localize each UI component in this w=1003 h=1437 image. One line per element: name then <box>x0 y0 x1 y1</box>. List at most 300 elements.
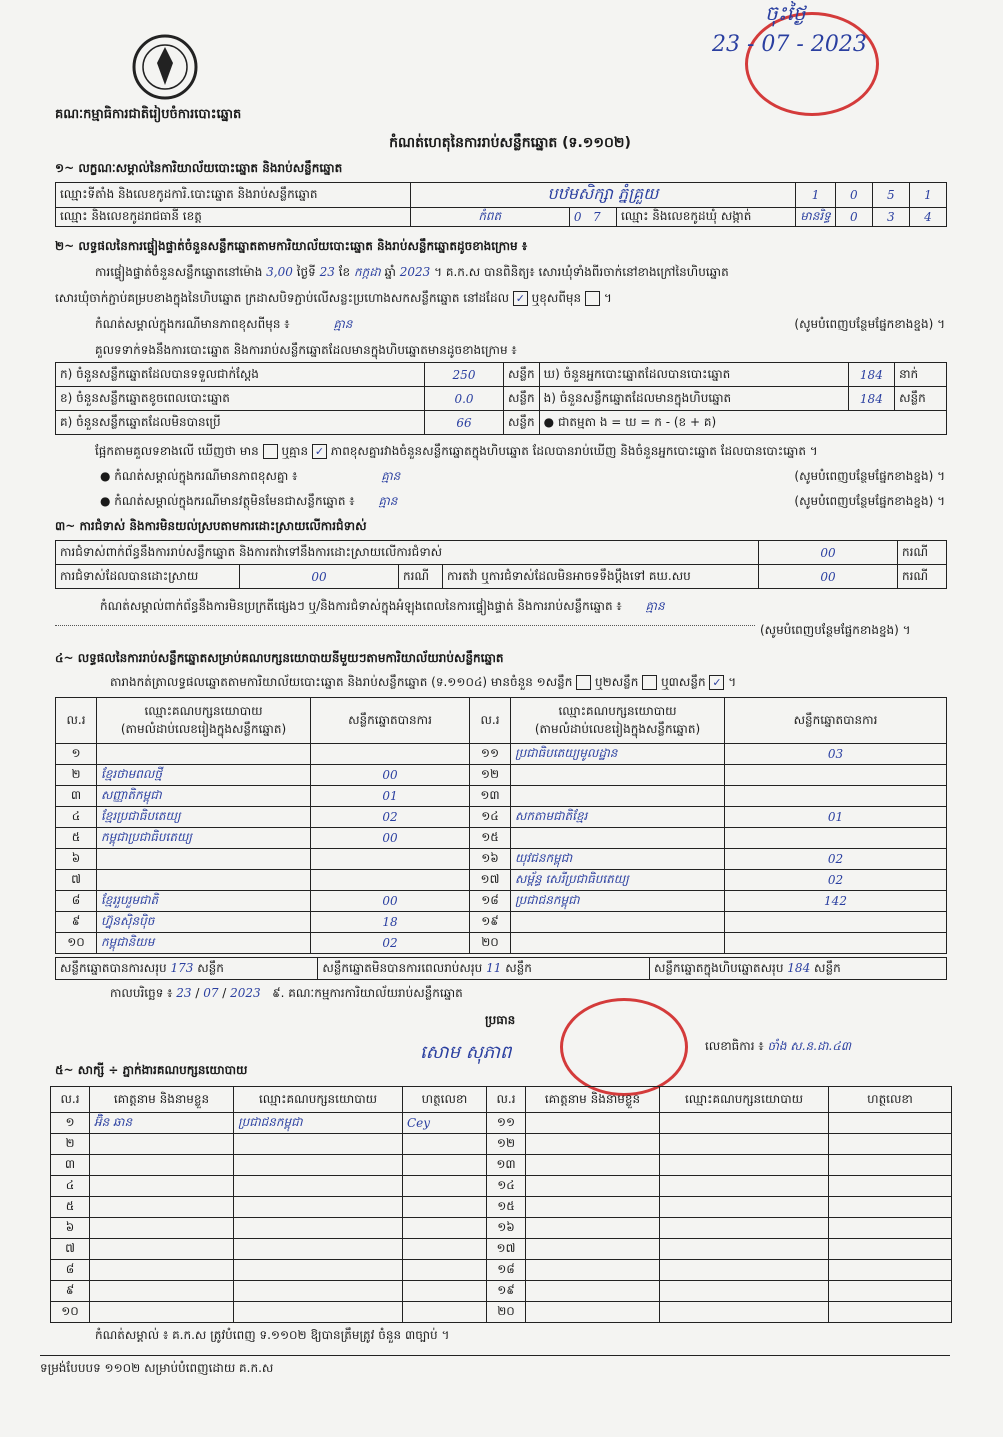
witness-table <box>50 1086 952 1323</box>
witness-signature <box>403 1281 487 1302</box>
party-name: ខ្មែររួបរួមជាតិ <box>97 891 311 912</box>
total-box-value: 184 <box>787 960 811 975</box>
bullet1-line <box>100 468 945 486</box>
irregularity-note <box>100 598 665 616</box>
chair-label: ប្រធាន <box>485 1013 516 1027</box>
witness-name[interactable] <box>526 1218 660 1239</box>
verification-line2: សោរឃុំចាក់ភ្ជាប់គម្របខាងក្នុងនៃហិបឆ្នោត ក្រដាសបិទភ្ជាប់លើសន្លះប្រហោងសកសន្លឹកឆ្នោត នៅដដែល ✓ ឬខុសពីមុន ។ <box>55 291 612 305</box>
chair-signature: សោម សុភាព <box>420 1042 512 1063</box>
party-votes: 142 <box>725 891 947 912</box>
tally-intro: តារាងកត់ត្រាលទ្ធផលឆ្នោតតាមការិយាល័យបោះឆ្នោត និងរាប់សន្លឹកឆ្នោត (ទ.១១០៤) មានចំនួន ១សន្លឹក <box>110 675 573 689</box>
table-row <box>51 1197 952 1218</box>
party-name: ប្រជាធិបតេយ្យមូលដ្ឋាន <box>511 744 725 765</box>
row-number: ១១ <box>470 744 511 765</box>
witness-party <box>234 1197 403 1218</box>
party-name: ហ្វ៊ុនស៊ិនប៉ិច <box>97 912 311 933</box>
irregularity-dotline <box>55 625 755 626</box>
row-number: ១២ <box>470 765 511 786</box>
party-name <box>511 765 725 786</box>
party-votes: 02 <box>725 849 947 870</box>
witness-name <box>90 1176 234 1197</box>
witness-signature <box>403 1239 487 1260</box>
results-col-party-label: ឈ្មោះគណបក្សនយោបាយ <box>144 703 263 718</box>
row-number: ១៤ <box>487 1176 526 1197</box>
witness-signature <box>403 1197 487 1218</box>
table-row <box>56 765 947 786</box>
row-number: ១៧ <box>487 1239 526 1260</box>
voters-value: 184 <box>848 363 894 387</box>
table-row <box>56 807 947 828</box>
witness-party[interactable] <box>660 1155 829 1176</box>
witness-party <box>234 1239 403 1260</box>
witness-party <box>234 1302 403 1323</box>
verification-tail: ។ គ.ក.ស បានពិនិត្យ៖ សោរឃុំទាំងពីរចាក់នៅខាងក្រៅនៃហិបឆ្នោត <box>434 265 729 279</box>
row-number: ១ <box>51 1113 90 1134</box>
total-valid-label: សន្លឹកឆ្នោតបានការសរុប <box>60 960 167 975</box>
party-name: កម្ពុជានិយម <box>97 933 311 954</box>
seal-diff-checkbox[interactable] <box>585 291 600 306</box>
resolved-label: ការជំទាស់ដែលបានដោះស្រាយ <box>56 565 240 589</box>
row-number: ១២ <box>487 1134 526 1155</box>
witness-col-sign-left: ហត្ថលេខា <box>403 1087 487 1113</box>
complaints-unit: ករណី <box>898 541 947 565</box>
row-number: ៧ <box>51 1239 90 1260</box>
commune-value: មានរិទ្ធ <box>796 208 836 227</box>
witness-signature[interactable] <box>829 1113 952 1134</box>
org-name: គណៈកម្មាធិការជាតិរៀបចំការបោះឆ្នោត <box>55 107 242 122</box>
witness-col-sign-right: ហត្ថលេខា <box>829 1087 952 1113</box>
table-row <box>51 1281 952 1302</box>
party-votes: 02 <box>311 807 470 828</box>
tally-2-checkbox[interactable] <box>642 675 657 690</box>
station-value: បឋមសិក្សា ភ្នំគ្រួយ <box>410 183 796 208</box>
row-number: ៣ <box>51 1155 90 1176</box>
station-label: ឈ្មោះទីតាំង និងលេខកូដការិ.បោះឆ្នោត និងរាប់សន្លឹកឆ្នោត <box>56 183 411 208</box>
results-col-party-left <box>97 698 311 744</box>
seal-status-text: សោរឃុំចាក់ភ្ជាប់គម្របខាងក្នុងនៃហិបឆ្នោត ក្រដាសបិទភ្ជាប់លើសន្លះប្រហោងសកសន្លឹកឆ្នោត នៅដដែល <box>55 291 509 305</box>
irregularity-value: គ្មាន <box>645 599 665 613</box>
witness-party: ប្រជាជនកម្ពុជា <box>234 1113 403 1134</box>
appeal-label: ការតវ៉ា ឬការជំទាស់ដែលមិនអាចទទឹងប្តឹងទៅ គឃ.សប <box>443 565 759 589</box>
results-col-party-right <box>511 698 725 744</box>
tally-3-checkbox[interactable]: ✓ <box>709 675 724 690</box>
row-number: ១៦ <box>470 849 511 870</box>
row-number: ៤ <box>56 807 97 828</box>
witness-name[interactable] <box>526 1155 660 1176</box>
appeal-value: 00 <box>759 565 898 589</box>
witness-signature[interactable] <box>829 1302 952 1323</box>
row-number: ១០ <box>56 933 97 954</box>
party-name: ខ្មែរប្រជាធិបតេយ្យ <box>97 807 311 828</box>
witness-signature[interactable] <box>829 1155 952 1176</box>
resolved-unit: ករណី <box>399 565 443 589</box>
party-votes <box>311 870 470 891</box>
verification-time-label: ការផ្ទៀងផ្ទាត់ចំនួនសន្លឹកឆ្នោតនៅម៉ោង <box>95 265 263 279</box>
result-intro: គួលទទាក់ទងនឹងការបោះឆ្នោត និងការរាប់សន្លឹកឆ្នោតដែលមានក្នុងហិបឆ្នោតមានដូចខាងក្រោម ៖ <box>95 343 517 357</box>
party-votes: 00 <box>311 828 470 849</box>
bullet1-label: ● កំណត់សម្គាល់ក្នុងករណីមានភាពខុសគ្នា ៖ <box>100 469 298 483</box>
province-code <box>569 208 616 227</box>
party-name: យុវជនកម្ពុជា <box>511 849 725 870</box>
table-row <box>56 870 947 891</box>
row-number: ៥ <box>51 1197 90 1218</box>
total-box-unit: សន្លឹក <box>814 960 841 975</box>
row-number: ១៩ <box>470 912 511 933</box>
table-row <box>56 891 947 912</box>
in-box-value: 184 <box>848 387 894 411</box>
province-label: ឈ្មោះ និងលេខកូដរាជធានី ខេត្ត <box>56 208 411 227</box>
irregularity-suffix: (សូមបំពេញបន្ថែមផ្នែកខាងខ្នង) ។ <box>760 623 911 637</box>
tally-sheet-line: តារាងកត់ត្រាលទ្ធផលឆ្នោតតាមការិយាល័យបោះឆ្នោត និងរាប់សន្លឹកឆ្នោត (ទ.១១០៤) មានចំនួន ១សន្លឹក ឬ២សន្លឹក ឬ៣សន្លឹក ✓ ។ <box>110 675 737 689</box>
witness-name <box>90 1155 234 1176</box>
footnote: កំណត់សម្គាល់ ៖ គ.ក.ស ត្រូវបំពេញ ទ.១១០២ ឱ្យបានត្រឹមត្រូវ ចំនួន ៣ច្បាប់ ។ <box>95 1328 450 1342</box>
row-number: ៨ <box>51 1260 90 1281</box>
voters-unit: នាក់ <box>895 363 947 387</box>
tally-2-label: ឬ២សន្លឹក <box>595 675 639 689</box>
witness-party <box>234 1260 403 1281</box>
party-votes: 00 <box>311 765 470 786</box>
row-number: ៦ <box>56 849 97 870</box>
form-footer: ទម្រង់បែបបទ ១១០២ សម្រាប់បំពេញដោយ គ.ក.ស <box>40 1361 274 1375</box>
spoiled-label: ខ) ចំនួនសន្លឹកឆ្នោតខូចពេលបោះឆ្នោត <box>56 387 425 411</box>
witness-party[interactable] <box>660 1302 829 1323</box>
witness-party[interactable] <box>660 1197 829 1218</box>
discrepancy-text-c: ភាពខុសគ្នារវាងចំនួនសន្លឹកឆ្នោតក្នុងហិបឆ្នោត ដែលបានរាប់ឃើញ និងចំនួនអ្នកបោះឆ្នោត ដែលបានបោះឆ្នោត ។ <box>330 444 818 458</box>
row-number: ១៩ <box>487 1281 526 1302</box>
province-code-2: 7 <box>592 210 601 224</box>
results-col-party-sub-2: (តាមលំដាប់លេខរៀងក្នុងសន្លឹកឆ្នោត) <box>534 721 701 736</box>
signing-date-label: កាលបរិច្ឆេទ ៖ <box>110 986 173 1000</box>
row-number: ៤ <box>51 1176 90 1197</box>
party-votes: 00 <box>311 891 470 912</box>
in-box-unit: សន្លឹក <box>895 387 947 411</box>
witness-signature <box>403 1155 487 1176</box>
table-row <box>51 1260 952 1281</box>
witness-name <box>90 1197 234 1218</box>
witness-signature <box>403 1218 487 1239</box>
table-row <box>56 786 947 807</box>
results-col-no-left: ល.រ <box>56 698 97 744</box>
witness-signature[interactable] <box>829 1134 952 1155</box>
party-name: ប្រជាជនកម្ពុជា <box>511 891 725 912</box>
witness-party[interactable] <box>660 1134 829 1155</box>
discrepancy-have-checkbox[interactable] <box>263 444 278 459</box>
row-number: ១៥ <box>487 1197 526 1218</box>
station-code-2: 0 <box>835 183 872 208</box>
party-name: សញ្ញាតិកម្ពុជា <box>97 786 311 807</box>
tally-3-label: ឬ៣សន្លឹក <box>661 675 706 689</box>
table-row <box>56 912 947 933</box>
total-valid-value: 173 <box>170 960 194 975</box>
total-valid-cell <box>56 958 318 980</box>
witness-party[interactable] <box>660 1176 829 1197</box>
table-row <box>51 1134 952 1155</box>
row-number: ៣ <box>56 786 97 807</box>
verification-day: 23 <box>319 265 335 279</box>
table-row <box>56 849 947 870</box>
total-valid-unit: សន្លឹក <box>197 960 224 975</box>
top-handwriting-line1: ចុះថ្ងៃ <box>765 1 806 25</box>
unused-value: 66 <box>425 411 504 435</box>
row-number: ៩ <box>56 912 97 933</box>
commune-code-1: 0 <box>835 208 872 227</box>
received-unit: សន្លឹក <box>504 363 540 387</box>
witness-name <box>90 1239 234 1260</box>
complaints-value: 00 <box>759 541 898 565</box>
seal-same-checkbox[interactable]: ✓ <box>513 291 528 306</box>
top-handwriting-date: 23 - 07 - 2023 <box>712 32 867 57</box>
signing-date-year: 2023 <box>230 986 261 1000</box>
seal-note-suffix: (សូមបំពេញបន្ថែមផ្នែកខាងខ្នង) ។ <box>794 317 945 331</box>
party-votes: 03 <box>725 744 947 765</box>
commune-label: ឈ្មោះ និងលេខកូដឃុំ សង្កាត់ <box>616 208 795 227</box>
witness-name[interactable] <box>526 1197 660 1218</box>
verification-year: 2023 <box>399 265 431 279</box>
results-totals <box>55 957 947 980</box>
witness-signature <box>403 1260 487 1281</box>
unused-label: គ) ចំនួនសន្លឹកឆ្នោតដែលមិនបានប្រើ <box>56 411 425 435</box>
spoiled-unit: សន្លឹក <box>504 387 540 411</box>
province-value: កំពត <box>410 208 569 227</box>
seal-note-value: គ្មាន <box>333 317 353 331</box>
total-invalid-value: 11 <box>486 960 502 975</box>
party-votes <box>725 765 947 786</box>
party-votes <box>311 744 470 765</box>
station-code-1: 1 <box>796 183 836 208</box>
witness-name <box>90 1302 234 1323</box>
witness-signature: Cey <box>403 1113 487 1134</box>
witness-party <box>234 1176 403 1197</box>
party-votes: 18 <box>311 912 470 933</box>
section1-table <box>55 182 947 227</box>
party-name: សកតាមជាតិខ្មែរ <box>511 807 725 828</box>
party-votes: 01 <box>311 786 470 807</box>
voters-label: ឃ) ចំនួនអ្នកបោះឆ្នោតដែលបានបោះឆ្នោត <box>539 363 848 387</box>
unused-unit: សន្លឹក <box>504 411 540 435</box>
section3-heading: ៣~ ការជំទាស់ និងការមិនយល់ស្របតាមការដោះស្រាយលើការជំទាស់ <box>55 519 367 533</box>
results-col-party-sub: (តាមលំដាប់លេខរៀងក្នុងសន្លឹកឆ្នោត) <box>120 721 287 736</box>
signing-date-line: កាលបរិច្ឆេទ ៖ 23 / 07 / 2023 ៩. គណៈកម្មការការិយាល័យរាប់សន្លឹកឆ្នោត <box>110 986 463 1000</box>
ballot-count-table <box>55 362 947 435</box>
complaints-table <box>55 540 947 589</box>
discrepancy-text-b: ឬគ្មាន <box>281 444 309 458</box>
verification-day-label: ថ្ងៃទី <box>296 265 316 279</box>
bullet2-label: ● កំណត់សម្គាល់ក្នុងករណីមានវត្ថុមិនមែនជាសន្លឹកឆ្នោត ៖ <box>100 494 355 508</box>
row-number: ៧ <box>56 870 97 891</box>
official-stamp-bottom <box>560 998 688 1096</box>
witness-party[interactable] <box>660 1218 829 1239</box>
party-votes <box>725 933 947 954</box>
witness-signature[interactable] <box>829 1176 952 1197</box>
table-row <box>51 1239 952 1260</box>
results-col-no-right: ល.រ <box>470 698 511 744</box>
party-votes <box>725 828 947 849</box>
results-col-votes-left: សន្លឹកឆ្នោតបានការ <box>311 698 470 744</box>
row-number: ២០ <box>470 933 511 954</box>
witness-name <box>90 1281 234 1302</box>
party-name <box>97 849 311 870</box>
witness-party <box>234 1281 403 1302</box>
witness-party[interactable] <box>660 1113 829 1134</box>
verification-month-label: ខែ <box>338 265 351 279</box>
witness-col-no-left: ល.រ <box>51 1087 90 1113</box>
witness-name <box>90 1134 234 1155</box>
commune-code-2: 3 <box>872 208 909 227</box>
complaints-label: ការជំទាស់ពាក់ព័ន្ធនឹងការរាប់សន្លឹកឆ្នោត និងការតវ៉ាទៅនឹងការដោះស្រាយលើការជំទាស់ <box>56 541 759 565</box>
witness-name <box>90 1260 234 1281</box>
row-number: ១៥ <box>470 828 511 849</box>
row-number: ១១ <box>487 1113 526 1134</box>
witness-name[interactable] <box>526 1239 660 1260</box>
verification-month: កក្កដា <box>353 265 381 279</box>
discrepancy-text-a: ផ្អែកតាមគួលទខាងលើ ឃើញថា មាន <box>95 444 259 458</box>
secretary-label: លេខាធិការ ៖ <box>705 1039 764 1053</box>
bullet2-suffix: (សូមបំពេញបន្ថែមផ្នែកខាងខ្នង) ។ <box>794 494 945 508</box>
witness-signature <box>403 1302 487 1323</box>
party-name: សម្ព័ន្ធ សេរីប្រជាធិបតេយ្យ <box>511 870 725 891</box>
row-number: ១៨ <box>470 891 511 912</box>
row-number: ១៦ <box>487 1218 526 1239</box>
witness-name[interactable] <box>526 1302 660 1323</box>
party-name <box>97 870 311 891</box>
witness-signature[interactable] <box>829 1239 952 1260</box>
party-votes: 02 <box>311 933 470 954</box>
witness-col-party-right: ឈ្មោះគណបក្សនយោបាយ <box>660 1087 829 1113</box>
total-invalid-unit: សន្លឹក <box>505 960 532 975</box>
witness-party <box>234 1134 403 1155</box>
signing-date-month: 07 <box>203 986 219 1000</box>
tally-1-checkbox[interactable] <box>576 675 591 690</box>
total-box-label: សន្លឹកឆ្នោតក្នុងហិបឆ្នោតសរុប <box>653 960 784 975</box>
witness-col-no-right: ល.រ <box>487 1087 526 1113</box>
discrepancy-none-checkbox[interactable]: ✓ <box>312 444 327 459</box>
spoiled-value: 0.0 <box>425 387 504 411</box>
total-invalid-label: សន្លឹកឆ្នោតមិនបានការពេលរាប់សរុប <box>322 960 483 975</box>
committee-label: ៩. គណៈកម្មការការិយាល័យរាប់សន្លឹកឆ្នោត <box>272 986 463 1000</box>
row-number: ៥ <box>56 828 97 849</box>
party-name <box>97 744 311 765</box>
witness-name[interactable] <box>526 1134 660 1155</box>
witness-col-name-right: គោត្តនាម និងនាមខ្លួន <box>526 1087 660 1113</box>
party-name: ខ្មែរថាមពលថ្មី <box>97 765 311 786</box>
section1-heading: ១~ លក្ខណៈសម្គាល់នៃការិយាល័យបោះឆ្នោត និងរាប់សន្លឹកឆ្នោត <box>55 161 343 175</box>
results-col-votes-right: សន្លឹកឆ្នោតបានការ <box>725 698 947 744</box>
page-title: កំណត់ហេតុនៃការរាប់សន្លឹកឆ្នោត (ទ.១១០២) <box>389 135 631 151</box>
row-number: ១៧ <box>470 870 511 891</box>
witness-name[interactable] <box>526 1113 660 1134</box>
table-row <box>51 1113 952 1134</box>
footer-divider <box>40 1355 950 1356</box>
party-votes <box>311 849 470 870</box>
irregularity-label: កំណត់សម្គាល់ពាក់ព័ន្ធនឹងការមិនប្រក្រតីផ្សេងៗ ឬ/និងការជំទាស់ក្នុងអំឡុងពេលនៃការផ្ទៀងផ្ទាត់ និងការរាប់សន្លឹកឆ្នោត ៖ <box>100 599 622 613</box>
emblem-logo <box>130 33 200 101</box>
table-row <box>51 1176 952 1197</box>
appeal-unit: ករណី <box>898 565 947 589</box>
bullet2-value: គ្មាន <box>378 494 398 508</box>
witness-signature[interactable] <box>829 1197 952 1218</box>
table-row <box>51 1218 952 1239</box>
witness-name[interactable] <box>526 1260 660 1281</box>
received-label: ក) ចំនួនសន្លឹកឆ្នោតដែលបានទទួលជាក់ស្តែង <box>56 363 425 387</box>
seal-note <box>95 316 945 334</box>
party-name <box>511 912 725 933</box>
verification-time: 3,00 <box>266 265 293 279</box>
witness-signature[interactable] <box>829 1218 952 1239</box>
row-number: ៦ <box>51 1218 90 1239</box>
row-number: ១៣ <box>470 786 511 807</box>
party-name <box>511 933 725 954</box>
station-code-4: 1 <box>909 183 946 208</box>
row-number: ១៣ <box>487 1155 526 1176</box>
witness-party <box>234 1155 403 1176</box>
row-number: ១០ <box>51 1302 90 1323</box>
station-code-3: 5 <box>872 183 909 208</box>
in-box-label: ង) ចំនួនសន្លឹកឆ្នោតដែលមានក្នុងហិបឆ្នោត <box>539 387 848 411</box>
table-row <box>56 744 947 765</box>
verification-line1 <box>95 264 729 282</box>
witness-name <box>90 1218 234 1239</box>
bullet2-line <box>100 493 945 511</box>
witness-party <box>234 1218 403 1239</box>
table-row <box>51 1155 952 1176</box>
witness-party[interactable] <box>660 1281 829 1302</box>
received-value: 250 <box>425 363 504 387</box>
witness-signature <box>403 1134 487 1155</box>
row-number: ២ <box>51 1134 90 1155</box>
resolved-value: 00 <box>240 565 399 589</box>
row-number: ៨ <box>56 891 97 912</box>
row-number: ២០ <box>487 1302 526 1323</box>
commune-code-3: 4 <box>909 208 946 227</box>
results-table <box>55 697 947 954</box>
witness-col-name-left: គោត្តនាម និងនាមខ្លួន <box>90 1087 234 1113</box>
witness-party[interactable] <box>660 1260 829 1281</box>
discrepancy-line <box>95 443 818 461</box>
party-votes <box>725 912 947 933</box>
party-name <box>511 786 725 807</box>
secretary-value: ចាំង ស.ន.ដា.៤៣ <box>767 1039 851 1053</box>
row-number: ១៨ <box>487 1260 526 1281</box>
party-votes: 02 <box>725 870 947 891</box>
table-row <box>51 1302 952 1323</box>
seal-note-label: កំណត់សម្គាល់ក្នុងករណីមានភាពខុសពីមុន ៖ <box>95 317 290 331</box>
formula-text: ● ជាតម្មតា ង = ឃ = ក - (ខ + គ) <box>539 411 946 435</box>
witness-name: អ៊ិន ឆាន <box>90 1113 234 1134</box>
witness-col-party-left: ឈ្មោះគណបក្សនយោបាយ <box>234 1087 403 1113</box>
witness-name[interactable] <box>526 1176 660 1197</box>
row-number: ១ <box>56 744 97 765</box>
witness-name[interactable] <box>526 1281 660 1302</box>
bullet1-suffix: (សូមបំពេញបន្ថែមផ្នែកខាងខ្នង) ។ <box>794 469 945 483</box>
signing-date-day: 23 <box>176 986 192 1000</box>
row-number: ៩ <box>51 1281 90 1302</box>
total-box-cell <box>649 958 946 980</box>
seal-diff-label: ឬខុសពីមុន <box>531 291 582 305</box>
section4-heading: ៤~ លទ្ធផលនៃការរាប់សន្លឹកឆ្នោតសម្រាប់គណបក្សនយោបាយនីមួយៗតាមការិយាល័យរាប់សន្លឹកឆ្នោត <box>55 651 504 665</box>
section5-heading: ៥~ សាក្សី ÷ ភ្នាក់ងារគណបក្សនយោបាយ <box>55 1063 248 1077</box>
witness-signature[interactable] <box>829 1260 952 1281</box>
row-number: ១៤ <box>470 807 511 828</box>
witness-party[interactable] <box>660 1239 829 1260</box>
party-votes: 01 <box>725 807 947 828</box>
bullet1-value: គ្មាន <box>381 469 401 483</box>
table-row <box>56 933 947 954</box>
row-number: ២ <box>56 765 97 786</box>
party-name: កម្ពុជាប្រជាធិបតេយ្យ <box>97 828 311 849</box>
secretary-line <box>705 1038 851 1056</box>
witness-signature[interactable] <box>829 1281 952 1302</box>
table-row <box>56 828 947 849</box>
